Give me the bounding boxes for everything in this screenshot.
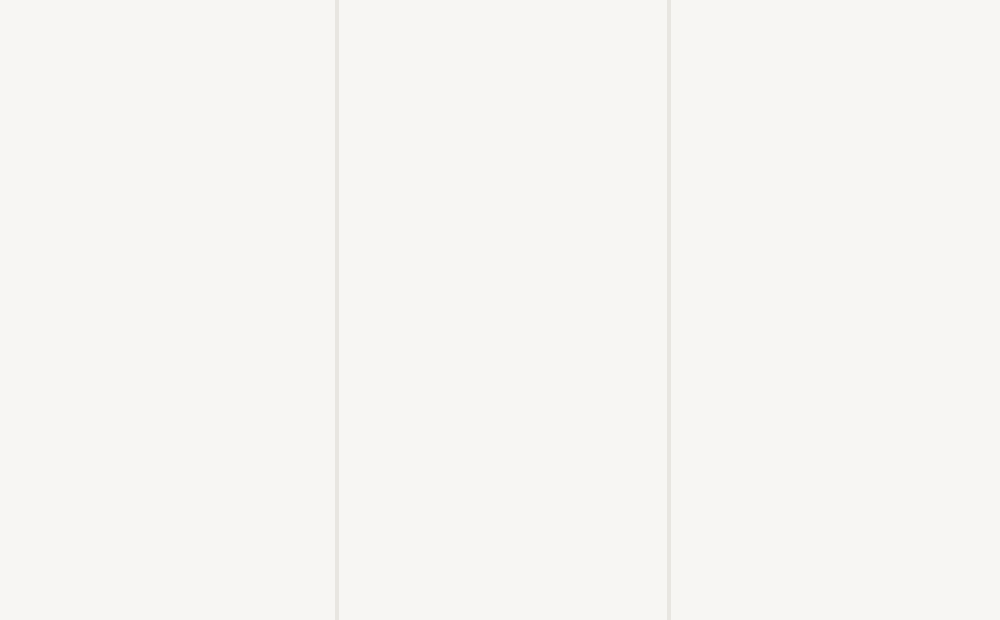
- menu-page-3: [671, 0, 1000, 620]
- menu-page-1: [0, 0, 335, 620]
- menu-page-2: [339, 0, 667, 620]
